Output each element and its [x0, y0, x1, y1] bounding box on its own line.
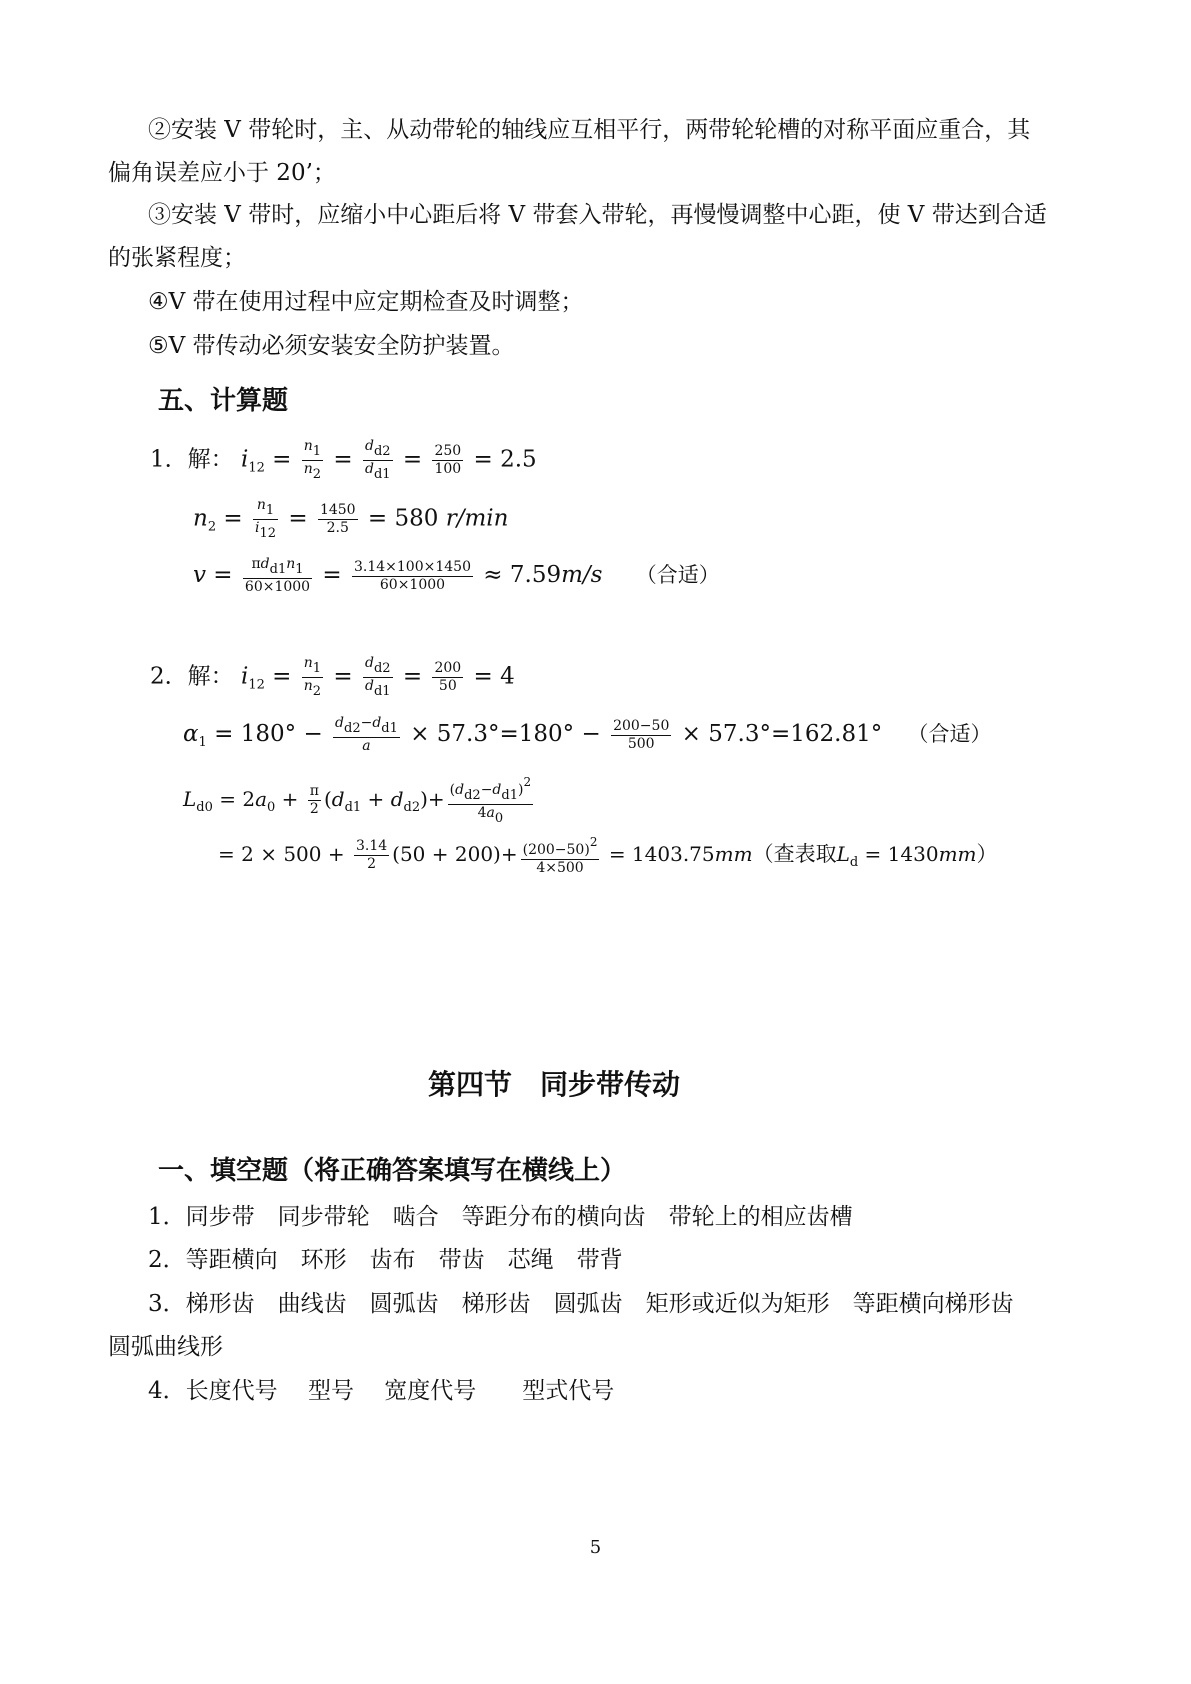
- frac-v-symbolic: $\frac{\text{πdd1n1}}{60\times 1000}$: [244, 556, 311, 595]
- v-result: ≈ 7.59: [483, 562, 562, 588]
- q1-n2-line: $n_2$ = $\frac{n1}{i12}$ = $\frac{1450}{2.5}$ = 580 r/min: [193, 497, 509, 541]
- speed-unit: r/min: [445, 505, 509, 532]
- frac-values-q1: $\frac{250}{100}$: [434, 443, 462, 477]
- fit-note-q1: （合适）: [635, 563, 720, 587]
- q2-ratio-line: 2．解： $i_{12}$ = $\frac{n1}{n2}$ = $\frac{dd2}{dd1}$ = $\frac{200}{50}$ = 4: [150, 655, 515, 699]
- frac-n1-n2-q2: $\frac{n1}{n2}$: [303, 655, 322, 699]
- fill-answer-3-line2: 圆弧曲线形: [108, 1334, 223, 1360]
- frac-pi-half: $\frac{\pi}{2}$: [309, 783, 319, 817]
- ld-value: = 1430: [864, 842, 939, 866]
- i12-result-q1: 2.5: [500, 446, 537, 473]
- q2-ld-values-line: = 2 × 500 + $\frac{3.14}{2}$ (50 + 200)+ $\frac{(200-50)2}{4\times 500}$ = 1403.75mm（查表取$L_d = 1430mm$）: [218, 835, 998, 876]
- frac-n1-i12: $\frac{n1}{i12}$: [255, 497, 277, 541]
- frac-angle-values: $\frac{200-50}{500}$: [613, 717, 670, 752]
- q1-v-line: v = $\frac{\text{πdd1n1}}{60\times 1000}$ = $\frac{3.14\times 100\times 1450}{60\times 1000}$ ≈ 7.59m/s （合适）: [193, 556, 720, 595]
- fill-answer-4: 4．长度代号 型号 宽度代号 型式代号: [148, 1378, 615, 1404]
- item3-line1: ③安装 V 带时，应缩小中心距后将 V 带套入带轮，再慢慢调整中心距，使 V 带达到合适: [148, 202, 1047, 228]
- page-number: 5: [589, 1537, 602, 1558]
- q2-angle-line: $\alpha_1 = 180^\circ$ − $\frac{dd2-dd1}{a}$ × 57.3°=180° − $\frac{200-50}{500}$ × 57.3°=162.81° （合适）: [183, 715, 992, 754]
- heading-fill: 一、填空题（将正确答案填写在横线上）: [158, 1156, 627, 1186]
- q1-ratio-line: 1．解： $i_{12}$ = $\frac{n1}{n2}$ = $\frac{dd2}{dd1}$ = $\frac{250}{100}$ = 2.5: [150, 438, 537, 482]
- angle-result: × 57.3°=162.81°: [681, 721, 883, 747]
- fill-answer-3-line1: 3．梯形齿 曲线齿 圆弧齿 梯形齿 圆弧齿 矩形或近似为矩形 等距横向梯形齿: [148, 1291, 1014, 1317]
- frac-dd2-dd1-q2: $\frac{dd2}{dd1}$: [364, 655, 391, 699]
- n2-result: 580: [394, 505, 439, 532]
- i12-result-q2: 4: [500, 663, 515, 690]
- section-title: 第四节 同步带传动: [428, 1068, 681, 1101]
- ld-lookup: （查表取: [752, 842, 837, 866]
- q2-ld0-line: $L_{d0} = 2a_0$ + $\frac{\pi}{2}$ $(d_{d1} + d_{d2})+$ $\frac{(dd2-dd1)2}{4a0}$: [183, 775, 532, 826]
- heading-calc: 五、计算题: [158, 386, 289, 416]
- item2-line1: ②安装 V 带轮时，主、从动带轮的轴线应互相平行，两带轮轮槽的对称平面应重合，其: [148, 117, 1031, 143]
- frac-angle-symbolic: $\frac{dd2-dd1}{a}$: [335, 715, 398, 754]
- frac-values-q2: $\frac{200}{50}$: [434, 660, 462, 694]
- item2-line2: 偏角误差应小于 20’；: [108, 160, 336, 186]
- q1-label: 1．解：: [150, 446, 234, 473]
- fit-note-q2: （合适）: [907, 722, 992, 746]
- item5: ⑤V 带传动必须安装安全防护装置。: [148, 333, 515, 359]
- item4: ④V 带在使用过程中应定期检查及时调整；: [148, 289, 584, 315]
- fill-answer-1: 1．同步带 同步带轮 啮合 等距分布的横向齿 带轮上的相应齿槽: [148, 1204, 853, 1230]
- frac-dd2-dd1: $\frac{dd2}{dd1}$: [364, 438, 391, 482]
- frac-pi-value: $\frac{3.14}{2}$: [355, 838, 388, 872]
- item3-line2: 的张紧程度；: [108, 245, 246, 271]
- frac-ld0-symbolic: $\frac{(dd2-dd1)2}{4a0}$: [449, 775, 532, 826]
- q2-label: 2．解：: [150, 663, 234, 690]
- fill-answer-2: 2．等距横向 环形 齿布 带齿 芯绳 带背: [148, 1247, 623, 1273]
- v-unit: m/s: [561, 562, 603, 588]
- frac-n2-values: $\frac{1450}{2.5}$: [319, 502, 356, 536]
- frac-v-values: $\frac{3.14\times 100\times 1450}{60\times 1000}$: [354, 558, 471, 593]
- frac-n1-n2: $\frac{n1}{n2}$: [303, 438, 322, 482]
- ld-result: = 1403.75: [608, 842, 715, 866]
- frac-ld-values: $\frac{(200-50)2}{4\times 500}$: [522, 835, 598, 876]
